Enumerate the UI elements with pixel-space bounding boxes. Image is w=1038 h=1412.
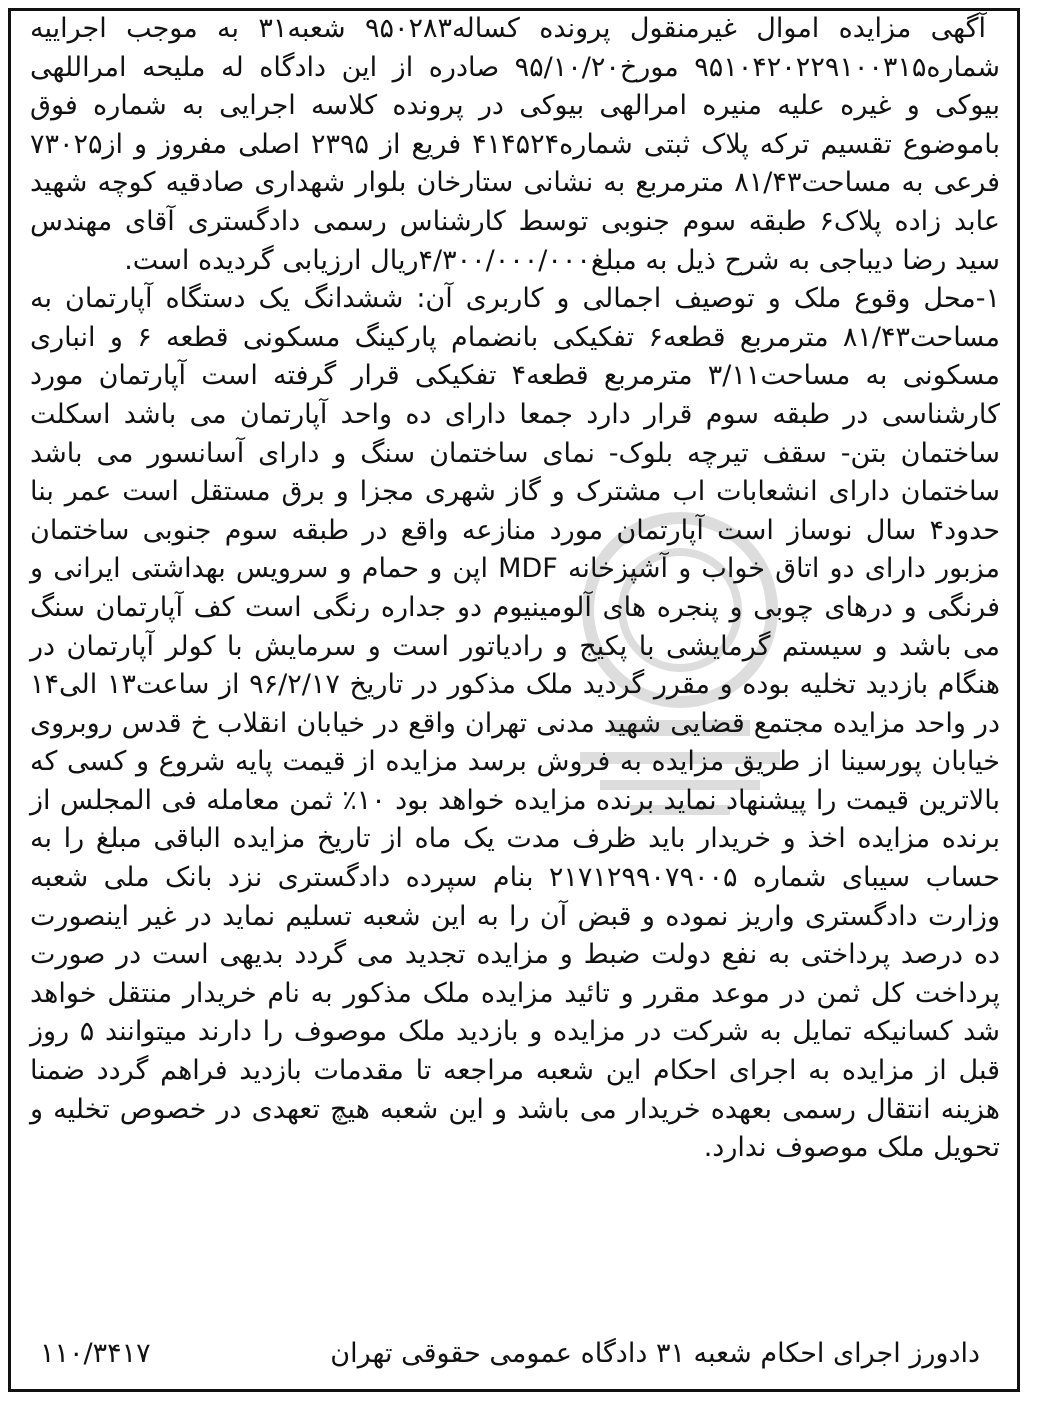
notice-footer <box>40 1334 980 1374</box>
notice-paragraph-intro: آگهی مزایده اموال غیرمنقول پرونده کساله۹۵۰۲۸۳ شعبه۳۱ به موجب اجراییه شماره۹۵۱۰۴۲۰۲۲۹۱۰۰۳۱۵ مورخ۹۵/۱۰/۲۰ صادره از این دادگاه له ملیحه امراللهی بیوکی و غیره علیه منیره امرالهی بیوکی در پرونده کلاسه اجرایی به شماره فوق باموضوع تقسیم ترکه پلاک ثبتی شماره۴۱۴۵۲۴ فریع از ۲۳۹۵ اصلی مفروز و از۷۳۰۲۵ فرعی به مساحت۸۱/۴۳ مترمربع به نشانی ستارخان بلوار شهداری صادقیه کوچه شهید عابد زاده پلاک۶ طبقه سوم جنوبی توسط کارشناس رسمی دادگستری آقای مهندس سید رضا دیباجی به شرح ذیل به مبلغ۴/۳۰۰/۰۰۰/۰۰۰ریال ارزیابی گردیده است. <box>30 13 1001 276</box>
notice-code: ۱۱۰/۳۴۱۷ <box>40 1338 151 1369</box>
notice-body <box>30 10 1000 1168</box>
notice-signer: دادورز اجرای احکام شعبه ۳۱ دادگاه عمومی حقوقی تهران <box>330 1338 980 1369</box>
notice-paragraph-details: ۱-محل وقوع ملک و توصیف اجمالی و کاربری آن: ششدانگ یک دستگاه آپارتمان به مساحت۸۱/۴۳ مترمربع قطعه۶ تفکیکی بانضمام پارکینگ مسکونی قطعه ۶ و انباری مسکونی به مساحت۳/۱۱ مترمربع قطعه۴ تفکیکی قرار گرفته است آپارتمان مورد کارشناسی در طبقه سوم قرار دارد جمعا دارای ده واحد آپارتمان می باشد اسکلت ساختمان بتن- سقف تیرچه بلوک- نمای ساختمان سنگ و دارای آسانسور می باشد ساختمان دارای انشعابات اب مشترک و گاز شهری مجزا و برق مستقل است عمر بنا حدود۴ سال نوساز است آپارتمان مورد منازعه واقع در طبقه سوم جنوبی ساختمان مزبور دارای دو اتاق خواب و آشپزخانه MDF اپن و حمام و سرویس بهداشتی ایرانی و فرنگی و درهای چوبی و پنجره های آلومینیوم دو جداره رنگی است کف آپارتمان سنگ می باشد و سیستم گرمایشی با پکیج و رادیاتور است و سرمایش با کولر آپارتمان در هنگام بازدید تخلیه بوده و مقرر گردید ملک مذکور در تاریخ ۹۶/۲/۱۷ از ساعت۱۳ الی۱۴ در واحد مزایده مجتمع قضایی شهید مدنی تهران واقع در خیابان انقلاب خ قدس روبروی خیابان پورسینا از طریق مزایده به فروش برسد مزایده از قیمت پایه شروع و کسی که بالاترین قیمت را پیشنهاد نماید برنده مزایده خواهد بود ۱۰٪ ثمن معامله فی المجلس از برنده مزایده اخذ و خریدار باید ظرف مدت یک ماه از تاریخ مزایده الباقی مبلغ را به حساب سیبای شماره ۲۱۷۱۲۹۹۰۷۹۰۰۵ بنام سپرده دادگستری نزد بانک ملی شعبه وزارت دادگستری واریز نموده و قبض آن را به این شعبه تسلیم نماید در غیر اینصورت ده درصد پرداختی به نفع دولت ضبط و مزایده تجدید می گردد بدیهی است در صورت پرداخت کل ثمن در موعد مقرر و تائید مزایده ملک مذکور به نام خریدار منتقل خواهد شد کسانیکه تمایل به شرکت در مزایده و بازدید ملک موصوف را دارند میتوانند ۵ روز قبل از مزایده به اجرای احکام این شعبه مراجعه تا مقدمات بازدید فراهم گردد ضمنا هزینه انتقال رسمی بعهده خریدار می باشد و این شعبه هیچ تعهدی در خصوص تخلیه و تحویل ملک موصوف ندارد. <box>30 283 1001 1164</box>
